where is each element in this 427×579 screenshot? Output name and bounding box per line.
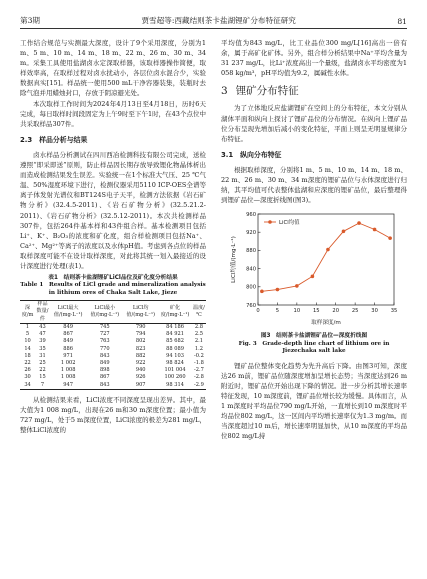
table-body: [20, 323, 206, 389]
figure-caption-zh: 图3 结则茶卡盐湖锂矿品位—深度折线图: [260, 333, 368, 340]
table-cell: 14: [24, 345, 31, 352]
table-row: [20, 323, 206, 331]
y-tick-label: 760: [246, 303, 256, 310]
table-cell: 1 002: [60, 359, 76, 366]
issue-label: 第3期: [20, 16, 41, 25]
y-tick-label: 920: [246, 230, 256, 237]
legend-label: LiCl均值: [279, 220, 300, 227]
table-row: [20, 374, 206, 381]
y-tick-label: 840: [246, 266, 256, 273]
data-point: [276, 288, 280, 292]
table-cell: 867: [99, 374, 110, 381]
figure-3: [228, 209, 400, 330]
table-row: [20, 367, 206, 374]
table-cell: 922: [135, 359, 146, 366]
section-title: 锂矿分布特征: [235, 85, 299, 98]
table-cell: 88 089: [166, 345, 184, 352]
section-heading-3: [221, 86, 407, 96]
figure-caption: [221, 333, 407, 355]
paragraph-distribution-intro: 为了立体地反应盐湖锂矿在空间上的分布特征，本文分别从湖体平面和纵向上探讨了锂矿品位的分布情况。在纵向上锂矿品位分布呈现先增加后减小的变化特征，平面上则呈无明显规律分布特征。: [221, 104, 407, 143]
table-cell: 745: [99, 323, 110, 330]
table-cell: 84 921: [166, 331, 184, 338]
paragraph-analysis-method: 卤水样品分析测试在四川西冶检测科技有限公司完成，送检遵照“即采即送”原则，防止样品因长期存放导致锂化物晶体析出而造成检测结果发生误差。实验统一在1个标准大气压、25 ℃气温、50%湿度环境下进行，检测仪器采用5110 ICP-OES全谱等离子体发射光谱仪和BT124S电子天平，检测方法依据《岩石矿物分析》(32.4.5-2011)、《岩石矿物分析》(32.5.21.2-2011)、《岩石矿物分析》(32.5.12-2011)。本次共检测样品307件，包括264件基本样和43件组合样。基本检测项目包括Li⁺、K⁺、B₂O₃的浓度和矿化度，组合样检测项目包括Na⁺、Ca²⁺、Mg²⁺等离子的浓度以及水体pH值。考虑到各点位的样品取样深度可能不在设计取样深度，对此将其统一划入最接近的设计深度进行处理(表1)。: [20, 150, 206, 270]
table-header-cell: LiCl均值/(mg·L⁻¹): [123, 301, 158, 324]
table-cell: 794: [135, 331, 146, 338]
right-column: [221, 38, 407, 441]
table-header-cell: 深度/m: [20, 301, 35, 324]
table-cell: 882: [135, 352, 146, 359]
table-cell: 823: [135, 345, 146, 352]
table-row: [20, 346, 206, 353]
data-point: [311, 275, 315, 279]
data-point: [326, 248, 330, 252]
left-column: [20, 38, 206, 435]
table-row: [20, 331, 206, 338]
table-cell: 30: [24, 374, 31, 381]
grade-depth-chart: [228, 209, 400, 327]
table-cell: 98 824: [166, 359, 184, 366]
table-header-cell: 样品数量/件: [36, 301, 49, 322]
table-cell: 907: [123, 382, 158, 390]
x-tick-label: 25: [351, 308, 359, 315]
table-cell: 26: [24, 367, 31, 374]
data-point: [342, 230, 346, 234]
paragraph-sampling-design: 工作结合规范与实测最大深度，设计了9个采用深度，分别为1 m、5 m、10 m、14 m、18 m、22 m、26 m、30 m、34 m。采集工具使用盐湖卤水定深取样器，该取样器操作简便，取样效率高，在取样过程对卤水扰动小，各层位卤水混合少，实验数据真实[15]。样品统一使用500 mL干净容器装集，装瓶时去除气泡并用蜡烛封口，存放于阴凉避光处。: [20, 39, 206, 98]
paragraph-results-continued: 平均值为843 mg/L，比工业品位300 mg/L[16]高出一倍有余，属于高矿化矿体。另外，组合样分析结果中Na⁺平均含量为31 237 mg/L，比Li⁺浓度高出一个量级，盐湖卤水平均密度为1 058 kg/m³，pH平均值为9.2，属碱性水体。: [221, 39, 407, 78]
table-cell: 18: [24, 352, 31, 359]
table-cell: -2.9: [192, 382, 206, 390]
table-caption: [20, 275, 206, 297]
table-cell: -2.7: [194, 367, 204, 374]
table-cell: -0.2: [194, 352, 204, 359]
results-table: [20, 300, 206, 389]
section-heading-3-1: 3.1 纵向分布特征: [221, 150, 282, 159]
table-cell: 843: [99, 352, 110, 359]
data-point: [260, 290, 264, 294]
data-point: [295, 284, 299, 288]
table-cell: 926: [135, 374, 146, 381]
table-row: [20, 338, 206, 345]
table-row: [20, 353, 206, 360]
series-line: [262, 223, 390, 291]
table-row: [20, 360, 206, 367]
table-cell: 802: [135, 338, 146, 345]
paragraph-sampling-time: 本次取样工作时间为2024年4月13日至4月18日，历时6天完成，每日取样时间段固定为上午9时至下午1时，在43个点位中共采取样品307件。: [20, 99, 206, 128]
table-cell: 886: [63, 345, 74, 352]
table-cell: 971: [63, 352, 74, 359]
table-cell: 47: [39, 331, 46, 338]
table-cell: 898: [99, 367, 110, 374]
table-caption-zh: 表1 结则茶卡盐湖锂矿LiCl品位及矿化度分析结果: [48, 275, 178, 282]
table-header-cell: LiCl最大值/(mg·L⁻¹): [50, 301, 87, 324]
page-number: 81: [397, 17, 407, 26]
table-cell: 7: [35, 382, 50, 390]
table-cell: 1.2: [194, 345, 203, 352]
table-cell: -2.8: [194, 374, 204, 381]
table-header-cell: 矿化度/(mg·L⁻¹): [158, 301, 192, 324]
table-cell: 849: [99, 359, 110, 366]
table-cell: 10: [24, 338, 31, 345]
table-cell: 790: [135, 323, 146, 330]
data-point: [357, 222, 361, 226]
table-cell: 1 008: [60, 367, 76, 374]
paragraph-vertical-analysis: 锂矿品位整体变化趋势为先升高后下降。由图3可知，深度达26 m前，锂矿品位随深度增加呈增长态势；当深度达到26 m附近时，锂矿品位开始出现下降的情况。进一步分析其增长速率特征发现，10 m深度前，锂矿品位增长较为缓慢。具体而言，从1 m深度时平均品位790 mg/L开始，一直增长到10 m深度时平均品位802 mg/L，这一区间内平均增长速率仅为1.3 mg/m。而当深度超过10 m后，增长速率明显加快，从10 m深度的平均品位802 mg/L持: [221, 361, 407, 441]
table-cell: 2.8: [194, 323, 203, 330]
table-row: [20, 382, 206, 390]
table-header-cell: LiCl最小值/(mg·L⁻¹): [86, 301, 123, 324]
table-cell: 1 008: [60, 374, 76, 381]
table-cell: 947: [50, 382, 87, 390]
x-tick-label: 15: [312, 308, 320, 315]
table-cell: 867: [63, 331, 74, 338]
legend-marker: [268, 221, 272, 225]
table-cell: 43: [39, 323, 46, 330]
table-cell: 940: [135, 367, 146, 374]
table-cell: 849: [63, 323, 74, 330]
table-header-cell: 温度/℃: [192, 301, 206, 324]
y-tick-label: 960: [246, 212, 256, 219]
table-header-row: [20, 301, 206, 324]
x-tick-label: 10: [293, 308, 301, 315]
paragraph-vertical-method: 根据取样深度，分别将1 m、5 m、10 m、14 m、18 m、22 m、26 m、30 m、34 m深度的锂矿品位与水体深度进行归纳，其平均值可代表整体盐湖和应深度的锂矿品位，最后整理得到锂矿品位—深度折线图(图3)。: [221, 165, 407, 205]
running-header: [20, 12, 407, 29]
table-cell: 763: [99, 338, 110, 345]
table-cell: 34: [20, 382, 35, 390]
table-cell: 15: [39, 374, 46, 381]
table-cell: 94 103: [166, 352, 184, 359]
table-cell: 31: [39, 352, 46, 359]
table-cell: 5: [25, 331, 30, 338]
section-heading-2-3: 2.3 样品分析与结果: [20, 135, 88, 144]
table-cell: 22: [24, 359, 31, 366]
data-point: [388, 237, 392, 241]
table-cell: 25: [39, 359, 46, 366]
x-tick-label: 30: [371, 308, 378, 315]
table-cell: 2.1: [194, 338, 203, 345]
x-tick-label: 0: [256, 308, 260, 315]
table-cell: 770: [99, 345, 110, 352]
section-number: 3: [221, 85, 228, 98]
table-cell: 1: [25, 323, 30, 330]
table-cell: 98 314: [158, 382, 192, 390]
y-axis-label: LiCl均值/(mg·L⁻¹): [231, 236, 237, 284]
table-cell: 39: [39, 338, 46, 345]
table-cell: 85 682: [166, 338, 184, 345]
running-title: 贾雪超等:西藏结则茶卡盐湖锂矿分布特征研究: [141, 16, 296, 25]
table-cell: 849: [63, 338, 74, 345]
table-cell: 2.5: [194, 331, 203, 338]
paragraph-results: 从检测结果来看，LiCl浓度不同深度呈现出差异。其中，最大值为1 008 mg/L，出现在26 m和30 m深度位置；最小值为727 mg/L，处于5 m深度位置，LiCl浓度的极差为281 mg/L，整体LiCl浓度的: [20, 395, 206, 434]
figure-caption-en: Fig. 3 Grade-depth line chart of lithium ore in Jiezechaka salt lake: [238, 340, 390, 355]
table-cell: -1.8: [194, 359, 204, 366]
data-point: [373, 228, 377, 232]
x-axis-label: 取样深度/m: [311, 320, 341, 327]
table-caption-en: Table 1 Results of LiCl grade and mineralization analysis in lithium ores of Chaka Salt Lake, Jieze: [20, 282, 206, 296]
y-tick-label: 880: [246, 248, 256, 255]
x-tick-label: 35: [390, 308, 398, 315]
x-tick-label: 5: [275, 308, 280, 315]
table-cell: 22: [39, 367, 46, 374]
table-cell: 100 260: [164, 374, 186, 381]
table-cell: 843: [86, 382, 123, 390]
y-tick-label: 800: [246, 284, 256, 291]
x-tick-label: 20: [332, 308, 340, 315]
plot-frame: [258, 214, 394, 305]
table-cell: 35: [39, 345, 46, 352]
table-cell: 101 004: [164, 367, 186, 374]
table-cell: 84 186: [166, 323, 184, 330]
table-cell: 727: [99, 331, 110, 338]
